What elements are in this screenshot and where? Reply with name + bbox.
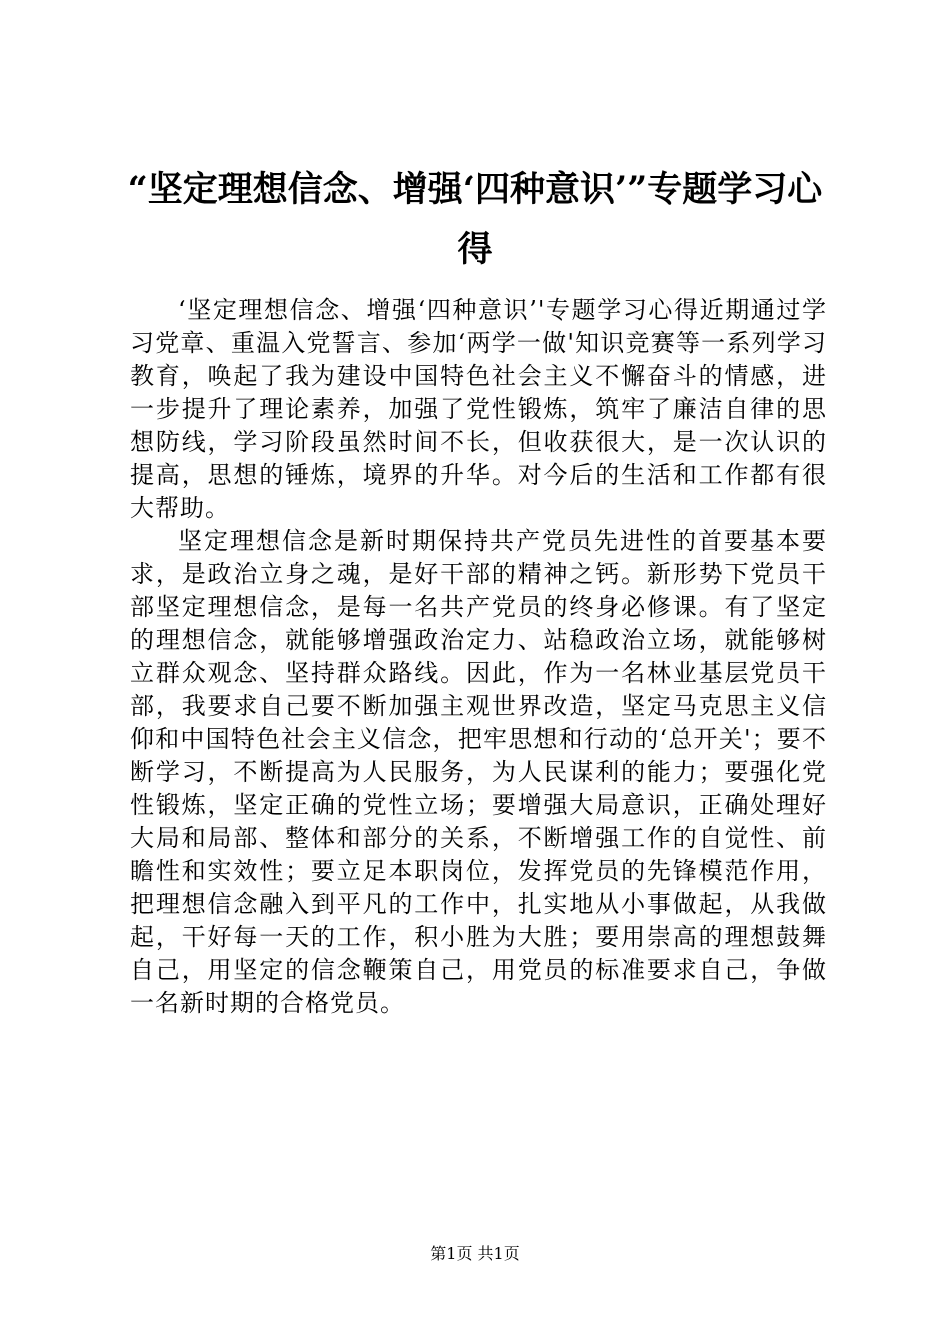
document-body [130, 294, 827, 1020]
paragraph-2: 坚定理想信念是新时期保持共产党员先进性的首要基本要求，是政治立身之魂，是好干部的精神之钙。新形势下党员干部坚定理想信念，是每一名共产党员的终身必修课。有了坚定的理想信念，就能够增强政治定力、站稳政治立场，就能够树立群众观念、坚持群众路线。因此，作为一名林业基层党员干部，我要求自己要不断加强主观世界改造，坚定马克思主义信仰和中国特色社会主义信念，把牢思想和行动的‘总开关'；要不断学习，不断提高为人民服务，为人民谋利的能力；要强化党性锻炼，坚定正确的党性立场；要增强大局意识，正确处理好大局和局部、整体和部分的关系，不断增强工作的自觉性、前瞻性和实效性；要立足本职岗位，发挥党员的先锋模范作用，把理想信念融入到平凡的工作中，扎实地从小事做起，从我做起，干好每一天的工作，积小胜为大胜；要用崇高的理想鼓舞自己，用坚定的信念鞭策自己，用党员的标准要求自己，争做一名新时期的合格党员。 [130, 527, 827, 1017]
paragraph-1: ‘坚定理想信念、增强‘四种意识’'专题学习心得近期通过学习党章、重温入党誓言、参加‘两学一做'知识竞赛等一系列学习教育，唤起了我为建设中国特色社会主义不懈奋斗的情感，进一步提升了理论素养，加强了党性锻炼，筑牢了廉洁自律的思想防线，学习阶段虽然时间不长，但收获很大，是一次认识的提高，思想的锤炼，境界的升华。对今后的生活和工作都有很大帮助。 [130, 296, 827, 522]
page-number-footer: 第1页 共1页 [430, 1244, 520, 1263]
document-title: “坚定理想信念、增强‘四种意识’”专题学习心得 [127, 169, 823, 270]
